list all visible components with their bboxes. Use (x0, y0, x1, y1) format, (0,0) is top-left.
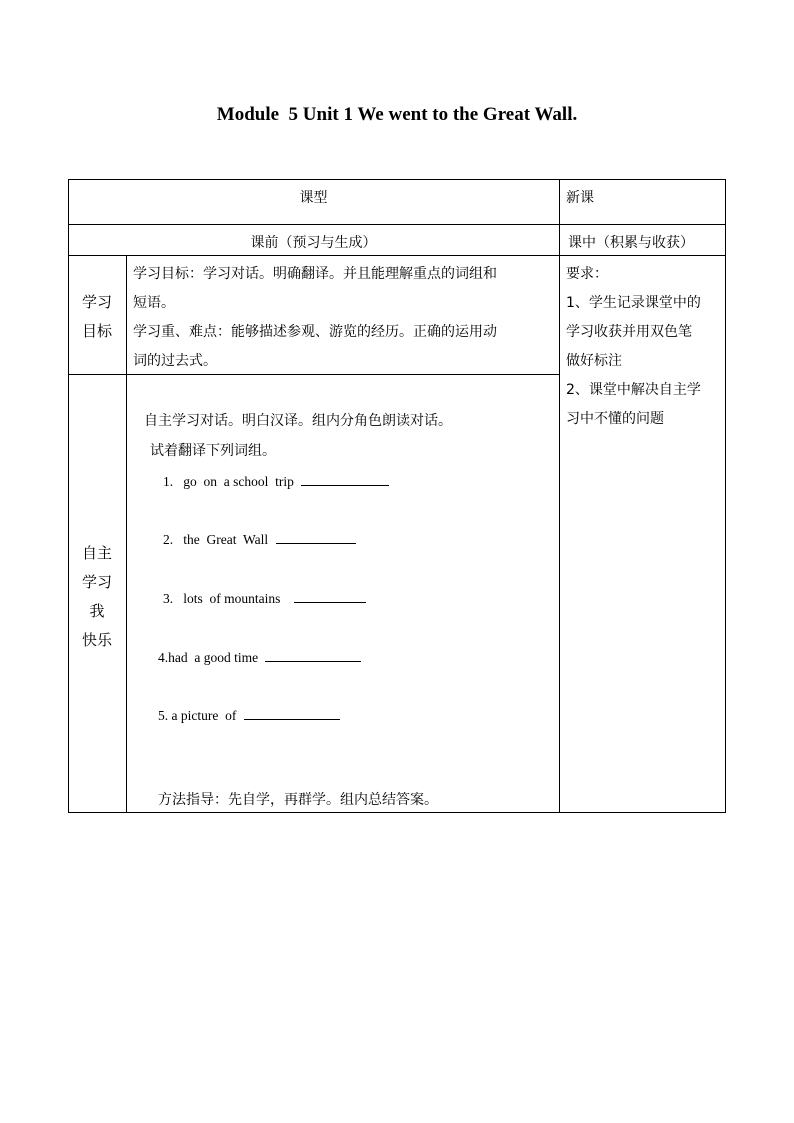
table-border-right (725, 179, 726, 813)
phrase-text: 5. a picture of (158, 708, 237, 723)
lesson-type-value: 新课 (566, 190, 594, 206)
table-border-bottom (68, 812, 726, 813)
phrase-item (158, 707, 340, 725)
goals-text-line: 学习目标：学习对话。明确翻译。并且能理解重点的词组和 (133, 266, 497, 282)
requirements-line: 习中不懂的问题 (566, 411, 664, 427)
table-row-divider (68, 224, 726, 225)
phrase-item (158, 649, 361, 667)
requirements-line: 学习收获并用双色笔 (566, 324, 692, 340)
answer-blank[interactable] (294, 590, 366, 603)
goals-text-line: 学习重、难点：能够描述参观、游览的经历。正确的运用动 (133, 324, 497, 340)
phrase-text: 1. go on a school trip (163, 474, 294, 489)
lesson-table (68, 179, 726, 813)
requirements-line: 要求： (566, 266, 608, 282)
self-study-label-line: 我 (89, 602, 105, 620)
requirements-line: 2、课堂中解决自主学 (566, 382, 701, 398)
self-study-label-line: 学习 (81, 573, 112, 591)
answer-blank[interactable] (301, 473, 389, 486)
answer-blank[interactable] (276, 531, 356, 544)
goals-label-line: 学习 (81, 293, 112, 311)
goals-label (68, 288, 126, 346)
goals-text-line: 短语。 (133, 295, 175, 311)
phrase-text: 2. the Great Wall (163, 532, 269, 547)
self-study-label-line: 快乐 (81, 631, 112, 649)
table-column-divider (559, 179, 560, 813)
goals-label-line: 目标 (81, 322, 112, 340)
phrase-text: 3. lots of mountains (163, 591, 281, 606)
phrase-item (163, 590, 366, 608)
phrase-text: 4.had a good time (158, 650, 259, 665)
page-title: Module 5 Unit 1 We went to the Great Wall. (216, 104, 578, 125)
requirements-line: 做好标注 (566, 353, 622, 369)
self-study-instruction: 试着翻译下列词组。 (150, 443, 276, 459)
table-border-top (68, 179, 726, 180)
goals-text-line: 词的过去式。 (133, 353, 217, 369)
phrase-item (163, 473, 389, 491)
lesson-type-label: 课型 (299, 190, 328, 206)
answer-blank[interactable] (244, 707, 340, 720)
answer-blank[interactable] (265, 649, 361, 662)
requirements-line: 1、学生记录课堂中的 (566, 295, 701, 311)
in-class-heading: 课中（积累与收获） (568, 235, 694, 251)
requirements-content (566, 260, 724, 434)
table-border-left (68, 179, 69, 813)
pre-class-heading: 课前（预习与生成） (250, 235, 377, 251)
table-column-divider (126, 255, 127, 813)
self-study-label (68, 539, 126, 655)
self-study-label-line: 自主 (81, 544, 112, 562)
self-study-intro: 自主学习对话。明白汉译。组内分角色朗读对话。 (144, 413, 452, 429)
goals-content (133, 260, 557, 376)
method-guidance: 方法指导：先自学，再群学。组内总结答案。 (158, 792, 438, 808)
phrase-item (163, 531, 356, 549)
